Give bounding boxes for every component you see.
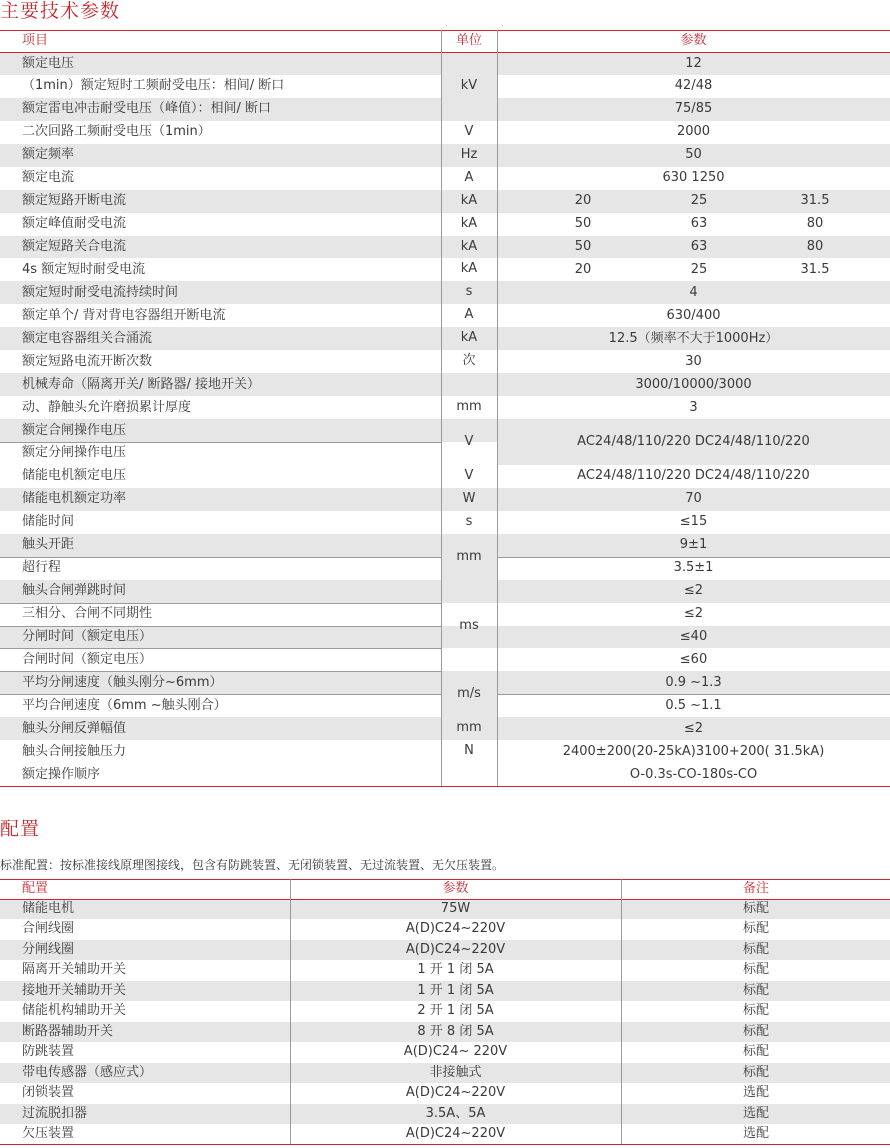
spec-item-name: 额定雷电冲击耐受电压（峰值）：相间/ 断口 — [22, 101, 272, 117]
spec-item-name: （1min）额定短时工频耐受电压：相间/ 断口 — [22, 78, 285, 94]
spec-item-name: 额定电压 — [22, 55, 75, 71]
spec-param: 75/85 — [674, 101, 713, 117]
spec-param: 12.5（频率不大于1000Hz） — [608, 330, 779, 346]
config-item-param: A(D)C24~220V — [405, 941, 506, 957]
section-title-config: 配置 — [0, 818, 41, 840]
spec-unit: ms — [459, 617, 479, 633]
table-bottom-rule — [0, 786, 890, 787]
spec-unit: A — [464, 307, 474, 323]
spec-param: ≤2 — [683, 583, 704, 599]
spec-param: 70 — [685, 491, 702, 507]
config-item-note: 标配 — [742, 921, 769, 937]
spec-unit: N — [464, 743, 474, 759]
spec-param: 0.9 ~1.3 — [665, 674, 722, 690]
config-item-param: 1 开 1 闭 5A — [417, 982, 494, 998]
spec-item-name: 平均分闸速度（触头刚分~6mm） — [22, 674, 223, 690]
spec-item-name: 额定短路开断电流 — [22, 193, 127, 209]
spec-unit: V — [464, 433, 474, 449]
spec-param: 30 — [685, 353, 702, 369]
spec-unit: 次 — [462, 353, 476, 369]
spec-param: 2400±200(20-25kA)3100+200( 31.5kA) — [562, 743, 825, 759]
spec-unit: mm — [456, 548, 482, 564]
config-item-param: A(D)C24~220V — [405, 921, 506, 937]
spec-param-value: 63 — [690, 216, 708, 232]
spec-param: 630 1250 — [662, 170, 725, 186]
spec-param: 42/48 — [674, 78, 713, 94]
config-item-note: 选配 — [742, 1085, 769, 1101]
spec-item-name: 储能电机额定功率 — [22, 491, 127, 507]
spec-item-name: 额定短路电流开断次数 — [22, 353, 153, 369]
spec-param-value: 80 — [806, 216, 824, 232]
col-header-param: 参数 — [442, 881, 469, 896]
config-item-name: 分闸线圈 — [22, 941, 75, 957]
spec-item-name: 触头合闸接触压力 — [22, 743, 127, 759]
spec-item-name: 合闸时间（额定电压） — [22, 651, 153, 667]
spec-item-name: 触头开距 — [22, 537, 75, 553]
spec-unit: mm — [456, 720, 482, 736]
spec-param: 50 — [685, 147, 702, 163]
spec-unit: kA — [460, 192, 478, 208]
config-item-param: A(D)C24~220V — [405, 1125, 506, 1141]
spec-param-value: 50 — [574, 239, 592, 255]
spec-param-value: 80 — [806, 239, 824, 255]
spec-item-name: 4s 额定短时耐受电流 — [22, 261, 146, 277]
spec-param-value: 25 — [690, 261, 708, 277]
spec-unit: W — [462, 490, 476, 506]
config-item-name: 闭锁装置 — [22, 1085, 75, 1101]
spec-unit: kV — [460, 78, 478, 94]
spec-param: ≤60 — [679, 651, 708, 667]
spec-item-name: 额定短时耐受电流持续时间 — [22, 284, 179, 300]
config-item-note: 标配 — [742, 982, 769, 998]
config-item-name: 接地开关辅助开关 — [22, 982, 127, 998]
spec-item-name: 储能时间 — [22, 514, 75, 530]
spec-param: 12 — [685, 55, 702, 71]
config-item-name: 储能电机 — [22, 901, 75, 916]
spec-param: 3 — [689, 399, 698, 415]
spec-param: 0.5 ~1.1 — [665, 697, 722, 713]
section-title-specs: 主要技术参数 — [0, 0, 121, 22]
spec-item-name: 动、静触头允许磨损累计厚度 — [22, 399, 192, 415]
spec-param: ≤40 — [679, 629, 708, 644]
spec-param: ≤2 — [683, 720, 704, 736]
spec-item-name: 二次回路工频耐受电压（1min） — [22, 124, 211, 140]
config-item-param: 8 开 8 闭 5A — [417, 1023, 494, 1039]
spec-param-value: 50 — [574, 216, 592, 232]
spec-param: ≤2 — [683, 606, 704, 622]
spec-param: 2000 — [676, 124, 711, 140]
spec-param: 3000/10000/3000 — [635, 376, 752, 392]
col-header-config: 配置 — [22, 881, 49, 896]
spec-item-name: 额定峰值耐受电流 — [22, 216, 127, 232]
spec-item-name: 额定合闸操作电压 — [22, 422, 127, 438]
spec-param-value: 31.5 — [800, 193, 830, 209]
spec-unit: V — [464, 123, 474, 139]
spec-param-value: 20 — [574, 193, 592, 209]
spec-unit: mm — [456, 399, 482, 415]
spec-param: 3.5±1 — [673, 560, 714, 576]
spec-table — [0, 30, 890, 790]
config-item-param: A(D)C24~220V — [405, 1085, 506, 1101]
config-item-name: 防跳装置 — [22, 1044, 75, 1060]
spec-item-name: 额定分闸操作电压 — [22, 445, 127, 461]
config-item-name: 欠压装置 — [22, 1125, 75, 1141]
spec-unit: Hz — [460, 146, 478, 162]
spec-param: 9±1 — [679, 537, 708, 553]
spec-param: ≤15 — [679, 514, 708, 530]
col-header-note: 备注 — [742, 881, 769, 896]
spec-param: O-0.3s-CO-180s-CO — [629, 766, 758, 782]
config-item-note: 标配 — [742, 941, 769, 957]
spec-param-value: 31.5 — [800, 261, 830, 277]
spec-unit: kA — [460, 238, 478, 254]
spec-param-value: 20 — [574, 261, 592, 277]
config-item-param: 75W — [440, 901, 471, 916]
spec-item-name: 超行程 — [22, 560, 62, 576]
config-item-note: 标配 — [742, 1064, 769, 1080]
config-item-name: 合闸线圈 — [22, 921, 75, 937]
spec-item-name: 储能电机额定电压 — [22, 468, 127, 484]
spec-param: AC24/48/110/220 DC24/48/110/220 — [577, 433, 810, 449]
config-item-note: 选配 — [742, 1125, 769, 1141]
grid-hline — [0, 557, 441, 558]
spec-item-name: 额定电流 — [22, 170, 75, 186]
spec-item-name: 额定短路关合电流 — [22, 239, 127, 255]
spec-item-name: 分闸时间（额定电压） — [22, 629, 153, 644]
config-intro: 标准配置：按标准接线原理图接线，包含有防跳装置、无闭锁装置、无过流装置、无欠压装置。 — [0, 858, 505, 872]
spec-unit: s — [465, 513, 473, 529]
spec-item-name: 平均合闸速度（6mm ~触头刚合） — [22, 697, 227, 713]
config-item-note: 选配 — [742, 1105, 769, 1121]
config-item-param: 非接触式 — [429, 1064, 482, 1080]
config-item-name: 断路器辅助开关 — [22, 1023, 114, 1039]
spec-unit: s — [465, 284, 473, 300]
col-header-item: 项目 — [22, 33, 49, 48]
spec-param-value: 63 — [690, 239, 708, 255]
spec-param: AC24/48/110/220 DC24/48/110/220 — [577, 468, 810, 484]
spec-item-name: 触头合闸弹跳时间 — [22, 583, 127, 599]
spec-param: 630/400 — [666, 307, 721, 323]
spec-unit: kA — [460, 330, 478, 346]
config-item-note: 标配 — [742, 1044, 769, 1060]
config-item-param: A(D)C24~ 220V — [403, 1044, 508, 1060]
config-item-note: 标配 — [742, 901, 769, 916]
config-item-name: 带电传感器（感应式） — [22, 1064, 153, 1080]
config-item-name: 隔离开关辅助开关 — [22, 962, 127, 978]
config-item-note: 标配 — [742, 1023, 769, 1039]
config-item-note: 标配 — [742, 962, 769, 978]
spec-item-name: 额定电容器组关合涌流 — [22, 330, 153, 346]
spec-unit: m/s — [457, 686, 481, 702]
config-item-param: 2 开 1 闭 5A — [417, 1003, 494, 1019]
spec-unit: V — [464, 467, 474, 483]
table-bottom-rule — [0, 1144, 890, 1145]
spec-item-name: 触头分闸反弹幅值 — [22, 720, 127, 736]
spec-unit: kA — [460, 261, 478, 277]
config-item-param: 1 开 1 闭 5A — [417, 962, 494, 978]
spec-item-name: 额定单个/ 背对背电容器组开断电流 — [22, 307, 226, 323]
config-table — [0, 879, 890, 1147]
config-item-param: 3.5A、5A — [425, 1105, 486, 1121]
config-item-note: 标配 — [742, 1003, 769, 1019]
spec-item-name: 三相分、合闸不同期性 — [22, 606, 153, 622]
col-header-unit: 单位 — [455, 33, 482, 48]
spec-item-name: 额定操作顺序 — [22, 766, 101, 782]
config-item-name: 过流脱扣器 — [22, 1105, 88, 1121]
spec-item-name: 机械寿命（隔离开关/ 断路器/ 接地开关） — [22, 376, 261, 392]
spec-param-value: 25 — [690, 193, 708, 209]
spec-param: 4 — [689, 284, 698, 300]
col-header-param: 参数 — [680, 33, 707, 48]
spec-unit: A — [464, 169, 474, 185]
spec-item-name: 额定频率 — [22, 147, 75, 163]
spec-unit: kA — [460, 215, 478, 231]
config-item-name: 储能机构辅助开关 — [22, 1003, 127, 1019]
